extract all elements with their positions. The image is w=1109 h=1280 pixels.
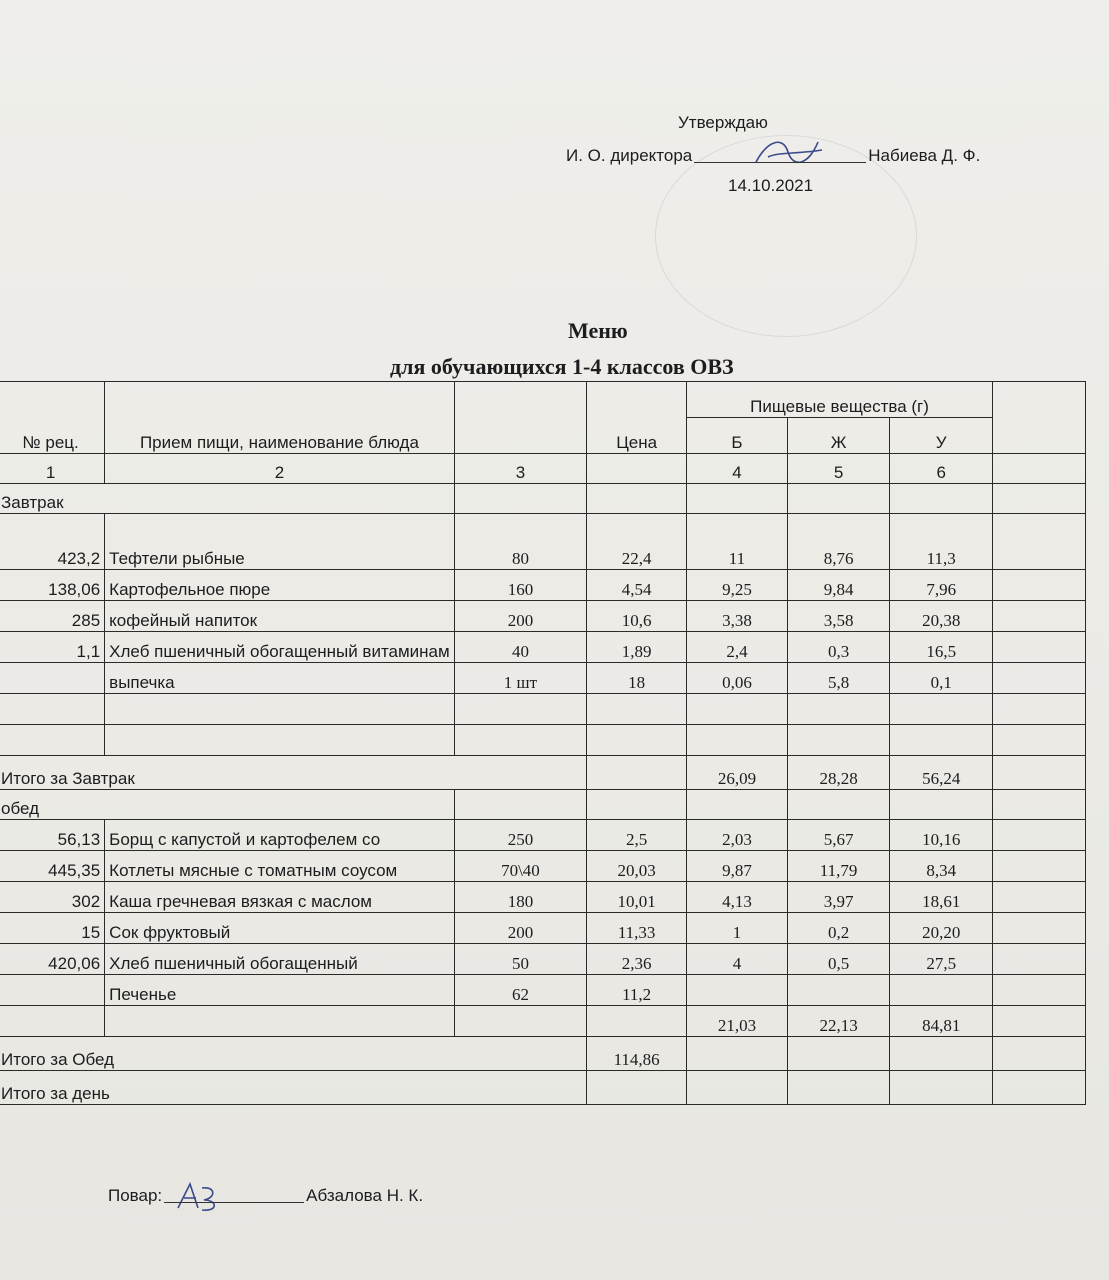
extra-cell — [992, 725, 1085, 756]
carb-value — [890, 694, 993, 725]
extra-cell — [992, 601, 1085, 632]
dish-name: кофейный напиток — [105, 601, 455, 632]
extra-cell — [992, 851, 1085, 882]
fat-value: 22,13 — [787, 1006, 890, 1037]
extra-cell — [992, 944, 1085, 975]
fat-value: 9,84 — [787, 570, 890, 601]
dish-name: Картофельное пюре — [105, 570, 455, 601]
recipe-number: 445,35 — [0, 851, 105, 882]
total-protein: 26,09 — [687, 756, 788, 790]
protein-value: 9,25 — [687, 570, 788, 601]
menu-row — [0, 913, 1105, 944]
dish-name: Хлеб пшеничный обогащенный витаминам — [105, 632, 455, 663]
dish-price: 20,03 — [587, 851, 687, 882]
menu-row — [0, 975, 1105, 1006]
dish-weight — [454, 1006, 586, 1037]
dish-price: 10,01 — [587, 882, 687, 913]
dish-price: 1,89 — [587, 632, 687, 663]
protein-value: 4,13 — [687, 882, 788, 913]
dish-name: Борщ с капустой и картофелем со — [105, 820, 455, 851]
approve-date: 14.10.2021 — [728, 176, 814, 195]
menu-row — [0, 882, 1105, 913]
section-row — [0, 484, 1105, 514]
director-name: Набиева Д. Ф. — [868, 146, 981, 165]
fat-value: 0,5 — [787, 944, 890, 975]
empty-cell — [787, 790, 890, 820]
carb-value: 10,16 — [890, 820, 993, 851]
recipe-number — [0, 975, 105, 1006]
fat-value: 3,58 — [787, 601, 890, 632]
fat-value: 0,3 — [787, 632, 890, 663]
header-price: Цена — [587, 382, 687, 454]
dish-name: Каша гречневая вязкая с маслом — [105, 882, 455, 913]
fat-value: 5,67 — [787, 820, 890, 851]
extra-cell — [992, 514, 1085, 570]
dish-price: 2,36 — [587, 944, 687, 975]
total-label: Итого за день — [0, 1071, 587, 1105]
fat-value: 0,2 — [787, 913, 890, 944]
empty-cell — [587, 484, 687, 514]
total-price — [587, 756, 687, 790]
total-fat: 28,28 — [787, 756, 890, 790]
empty-cell — [587, 790, 687, 820]
dish-name: Хлеб пшеничный обогащенный — [105, 944, 455, 975]
recipe-number: 423,2 — [0, 514, 105, 570]
protein-value: 2,4 — [687, 632, 788, 663]
total-price: 114,86 — [587, 1037, 687, 1071]
carb-value: 11,3 — [890, 514, 993, 570]
dish-weight: 40 — [454, 632, 586, 663]
dish-weight: 50 — [454, 944, 586, 975]
total-label: Итого за Обед — [0, 1037, 587, 1071]
menu-row — [0, 944, 1105, 975]
dish-weight: 62 — [454, 975, 586, 1006]
header-row — [0, 382, 1105, 418]
colnum-cell: 3 — [454, 454, 586, 484]
empty-cell — [454, 484, 586, 514]
carb-value: 16,5 — [890, 632, 993, 663]
dish-price: 11,2 — [587, 975, 687, 1006]
extra-cell — [992, 694, 1085, 725]
extra-cell — [992, 1037, 1085, 1071]
empty-cell — [687, 484, 788, 514]
header-extra — [992, 382, 1085, 454]
menu-table — [0, 381, 1105, 1105]
header-b: Б — [687, 418, 788, 454]
protein-value: 2,03 — [687, 820, 788, 851]
total-fat — [787, 1071, 890, 1105]
dish-name: Печенье — [105, 975, 455, 1006]
extra-cell — [992, 975, 1085, 1006]
protein-value: 3,38 — [687, 601, 788, 632]
colnum-cell: 6 — [890, 454, 993, 484]
recipe-number: 15 — [0, 913, 105, 944]
dish-price: 4,54 — [587, 570, 687, 601]
extra-cell — [992, 882, 1085, 913]
recipe-number — [0, 694, 105, 725]
recipe-number: 302 — [0, 882, 105, 913]
total-price — [587, 1071, 687, 1105]
empty-cell — [454, 790, 586, 820]
menu-row — [0, 632, 1105, 663]
empty-cell — [992, 790, 1085, 820]
empty-cell — [787, 484, 890, 514]
header-zh: Ж — [787, 418, 890, 454]
protein-value: 9,87 — [687, 851, 788, 882]
cook-label: Повар: — [108, 1186, 163, 1205]
recipe-number: 56,13 — [0, 820, 105, 851]
cook-name: Абзалова Н. К. — [306, 1186, 424, 1205]
carb-value: 20,20 — [890, 913, 993, 944]
fat-value: 8,76 — [787, 514, 890, 570]
menu-row — [0, 851, 1105, 882]
total-carb — [890, 1071, 993, 1105]
dish-name: Котлеты мясные с томатным соусом — [105, 851, 455, 882]
header-u: У — [890, 418, 993, 454]
extra-cell — [992, 1071, 1085, 1105]
dish-weight: 200 — [454, 601, 586, 632]
extra-cell — [992, 820, 1085, 851]
section-total-row — [0, 756, 1105, 790]
menu-row — [0, 694, 1105, 725]
carb-value: 7,96 — [890, 570, 993, 601]
carb-value: 0,1 — [890, 663, 993, 694]
dish-weight — [454, 694, 586, 725]
day-total-row — [0, 1071, 1105, 1105]
extra-cell — [992, 913, 1085, 944]
protein-value: 0,06 — [687, 663, 788, 694]
dish-price: 22,4 — [587, 514, 687, 570]
header-weight — [454, 382, 586, 454]
dish-price — [587, 725, 687, 756]
protein-value: 4 — [687, 944, 788, 975]
section-row — [0, 790, 1105, 820]
protein-value — [687, 975, 788, 1006]
approve-line — [566, 146, 980, 166]
approve-title: Утверждаю — [678, 113, 768, 132]
total-carb — [890, 1037, 993, 1071]
recipe-number — [0, 663, 105, 694]
colnum-cell: 1 — [0, 454, 105, 484]
recipe-number: 285 — [0, 601, 105, 632]
dish-name: Тефтели рыбные — [105, 514, 455, 570]
dish-weight: 160 — [454, 570, 586, 601]
fat-value: 3,97 — [787, 882, 890, 913]
carb-value: 8,34 — [890, 851, 993, 882]
recipe-number — [0, 725, 105, 756]
doc-title: Меню — [568, 318, 628, 343]
dish-price: 10,6 — [587, 601, 687, 632]
dish-name — [105, 694, 455, 725]
empty-cell — [992, 484, 1085, 514]
extra-cell — [992, 632, 1085, 663]
recipe-number: 138,06 — [0, 570, 105, 601]
dish-name — [105, 1006, 455, 1037]
fat-value — [787, 975, 890, 1006]
menu-row — [0, 663, 1105, 694]
menu-row — [0, 514, 1105, 570]
carb-value: 27,5 — [890, 944, 993, 975]
carb-value: 20,38 — [890, 601, 993, 632]
menu-row — [0, 725, 1105, 756]
empty-cell — [890, 484, 993, 514]
director-role: И. О. директора — [566, 146, 693, 165]
header-no: № рец. — [0, 382, 105, 454]
cook-signature-blank — [164, 1202, 304, 1203]
fat-value: 11,79 — [787, 851, 890, 882]
dish-weight: 80 — [454, 514, 586, 570]
colnum-row — [0, 454, 1105, 484]
extra-cell — [992, 756, 1085, 790]
recipe-number: 1,1 — [0, 632, 105, 663]
extra-cell — [992, 570, 1085, 601]
colnum-cell: 4 — [687, 454, 788, 484]
total-carb: 56,24 — [890, 756, 993, 790]
dish-weight: 180 — [454, 882, 586, 913]
signature-blank — [694, 162, 866, 163]
dish-weight: 1 шт — [454, 663, 586, 694]
menu-row — [0, 601, 1105, 632]
menu-row — [0, 1006, 1105, 1037]
header-dish: Прием пищи, наименование блюда — [105, 382, 455, 454]
colnum-cell: 5 — [787, 454, 890, 484]
dish-name: выпечка — [105, 663, 455, 694]
colnum-cell: 2 — [105, 454, 455, 484]
total-protein — [687, 1071, 788, 1105]
dish-price — [587, 694, 687, 725]
fat-value — [787, 694, 890, 725]
dish-price — [587, 1006, 687, 1037]
total-protein — [687, 1037, 788, 1071]
protein-value — [687, 725, 788, 756]
dish-price: 18 — [587, 663, 687, 694]
protein-value: 11 — [687, 514, 788, 570]
total-fat — [787, 1037, 890, 1071]
empty-cell — [890, 790, 993, 820]
fat-value: 5,8 — [787, 663, 890, 694]
carb-value: 18,61 — [890, 882, 993, 913]
extra-cell — [992, 1006, 1085, 1037]
dish-weight: 200 — [454, 913, 586, 944]
protein-value: 1 — [687, 913, 788, 944]
recipe-number — [0, 1006, 105, 1037]
colnum-cell — [587, 454, 687, 484]
dish-name — [105, 725, 455, 756]
carb-value: 84,81 — [890, 1006, 993, 1037]
fat-value — [787, 725, 890, 756]
colnum-extra — [992, 454, 1085, 484]
doc-subtitle: для обучающихся 1-4 классов ОВЗ — [390, 354, 734, 379]
dish-price: 11,33 — [587, 913, 687, 944]
carb-value — [890, 975, 993, 1006]
recipe-number: 420,06 — [0, 944, 105, 975]
section-total-row — [0, 1037, 1105, 1071]
menu-row — [0, 570, 1105, 601]
extra-cell — [992, 663, 1085, 694]
dish-name: Сок фруктовый — [105, 913, 455, 944]
dish-weight — [454, 725, 586, 756]
dish-weight: 70\40 — [454, 851, 586, 882]
dish-weight: 250 — [454, 820, 586, 851]
carb-value — [890, 725, 993, 756]
dish-price: 2,5 — [587, 820, 687, 851]
protein-value — [687, 694, 788, 725]
header-nutrients: Пищевые вещества (г) — [687, 382, 993, 418]
cook-line — [108, 1186, 423, 1206]
empty-cell — [687, 790, 788, 820]
menu-row — [0, 820, 1105, 851]
total-label: Итого за Завтрак — [0, 756, 587, 790]
section-title: обед — [0, 790, 454, 820]
section-title: Завтрак — [0, 484, 454, 514]
protein-value: 21,03 — [687, 1006, 788, 1037]
